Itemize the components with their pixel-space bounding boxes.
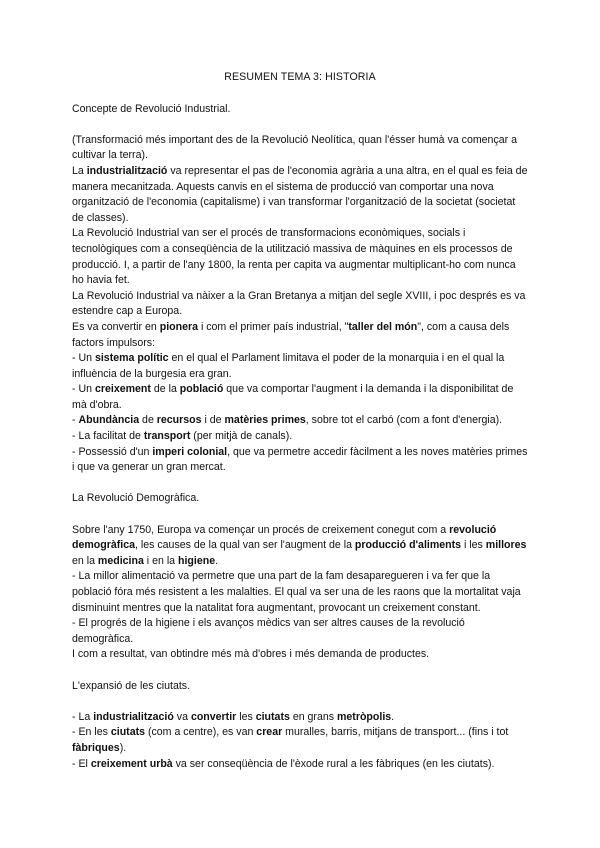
text-run: de la [150,383,180,396]
paragraph [72,725,528,756]
text-run: Es va convertir en [72,320,160,333]
bold-text: creixement [94,383,151,396]
bold-text: revolució demogràfica [72,523,497,552]
paragraph [72,382,528,413]
bold-text: industrialització [86,164,168,177]
text-run: - El progrés de la higiene i els avanços mèdics van ser altres causes de la revolució demogràfica. [72,617,465,645]
text-run: que va comportar l'augment i la demanda i la disponibilitat de mà d'obra. [72,383,514,411]
bold-text: recursos [156,414,202,427]
spacer [72,694,528,710]
text-run: La [72,164,87,177]
text-run: , que va permetre accedir fàcilment a les noves matèries primes i que va generar un gran mercat. [72,445,528,474]
text-run: va representar el pas de l'economia agrària a una altra, en el qual es feia de manera mecanitzada. Aquests canvis en el sistema de producció van comportar una nova organització de l'economia (capitalisme) i van transformar l'organització de la societat (societat de classes). [72,164,528,224]
paragraph [72,569,528,616]
text-run: La Revolució Industrial van ser el procés de transformacions econòmiques, socials i tecnològiques com a conseqüència de la utilització massiva de màquines en els processos de producció. I, a partir de l'any 1800, la renta per capita va augmentar multiplicant-ho com nunca ho havia fet. [72,227,516,287]
paragraph [72,710,528,726]
document-body [72,102,528,773]
text-run: va [173,710,191,723]
text-run: i les [461,539,486,552]
section-heading: Concepte de Revolució Industrial. [72,102,231,115]
text-run: - La millor alimentació va permetre que una part de la fam desaparegueren i va fer que la població fóra més resistent a les malalties. El qual va ser una de les raons que la mortalitat vaja disminuint mentres que la natalitat fora augmentant, provocant un creixement constant. [72,570,521,614]
bold-text: pionera [159,320,198,333]
bold-text: metròpolis [337,710,392,723]
bold-text: millores [485,539,527,552]
text-run: ). [119,741,127,754]
text-run: , les causes de la qual van ser l'augment de la [135,539,355,552]
bold-text: convertir [190,710,237,723]
text-run: - Un [72,352,95,365]
paragraph [72,164,528,226]
bold-text: imperi colonial [152,445,228,458]
paragraph [72,133,528,164]
paragraph [72,351,528,382]
bold-text: medicina [97,554,144,567]
text-run: - Un [72,383,95,396]
text-run: - La facilitat de [72,430,144,443]
bold-text: crear [256,726,283,739]
bold-text: taller del món [348,320,418,333]
text-run: . [215,554,219,567]
text-run: Sobre l'any 1750, Europa va començar un procés de creixement conegut com a [72,523,450,536]
text-run: en grans [289,710,337,723]
paragraph [72,523,528,570]
bold-text: higiene [178,554,216,567]
paragraph [72,429,528,445]
spacer [72,117,528,133]
text-run: - El [72,757,91,770]
bold-text: ciutats [255,710,290,723]
text-run: de [139,414,157,427]
text-run: - En les [72,726,111,739]
text-run: muralles, barris, mitjans de transport... (fins i tot [282,726,509,739]
text-run: i en la [143,554,179,567]
text-run: i com el primer país industrial, " [198,320,349,333]
bold-text: industrialització [93,710,174,723]
section-heading: La Revolució Demogràfica. [72,492,200,505]
text-run: en la [72,554,98,567]
text-run: La Revolució Industrial va nàixer a la Gran Bretanya a mitjan del segle XVIII, i poc després es va estendre cap a Europa. [72,289,526,318]
paragraph [72,647,528,663]
text-run: i de [201,414,225,427]
text-run: I com a resultat, van obtindre més mà d'obres i més demanda de productes. [72,648,430,661]
section-heading: L'expansió de les ciutats. [72,679,191,692]
text-run: - La [72,710,94,723]
bold-text: Abundància [78,414,140,427]
paragraph [72,757,528,773]
bold-text: sistema polític [94,352,169,365]
paragraph [72,616,528,647]
bold-text: població [179,383,224,396]
text-run: ", com a causa dels factors impulsors: [72,320,510,349]
paragraph [72,445,528,476]
bold-text: fàbriques [72,741,120,754]
text-run: - Possessió d'un [72,445,153,458]
text-run: (per mitjà de canals). [190,430,293,443]
paragraph [72,320,528,351]
bold-text: transport [143,430,191,443]
spacer [72,476,528,492]
spacer [72,663,528,679]
bold-text: creixement urbà [90,757,173,770]
text-run: . [391,710,395,723]
bold-text: producció d'aliments [354,539,462,552]
text-run: les [236,710,256,723]
text-run: (Transformació més important des de la Revolució Neolítica, quan l'ésser humà va començar a cultivar la terra). [72,133,517,162]
paragraph [72,289,528,320]
bold-text: ciutats [110,726,146,739]
paragraph [72,226,528,288]
document-title: RESUMEN TEMA 3: HISTORIA [224,71,376,83]
text-run: en el qual el Parlament limitava el poder de la monarquia i en el qual la influència de la burgesia era gran. [72,352,505,380]
paragraph [72,413,528,429]
text-run: , sobre tot el carbó (com a font d'energia). [305,414,503,427]
spacer [72,507,528,523]
text-run: (com a centre), es van [145,726,257,739]
bold-text: matèries primes [224,414,306,427]
text-run: va ser conseqüència de l'èxode rural a les fàbriques (en les ciutats). [172,757,495,770]
text-run: - [72,414,79,427]
